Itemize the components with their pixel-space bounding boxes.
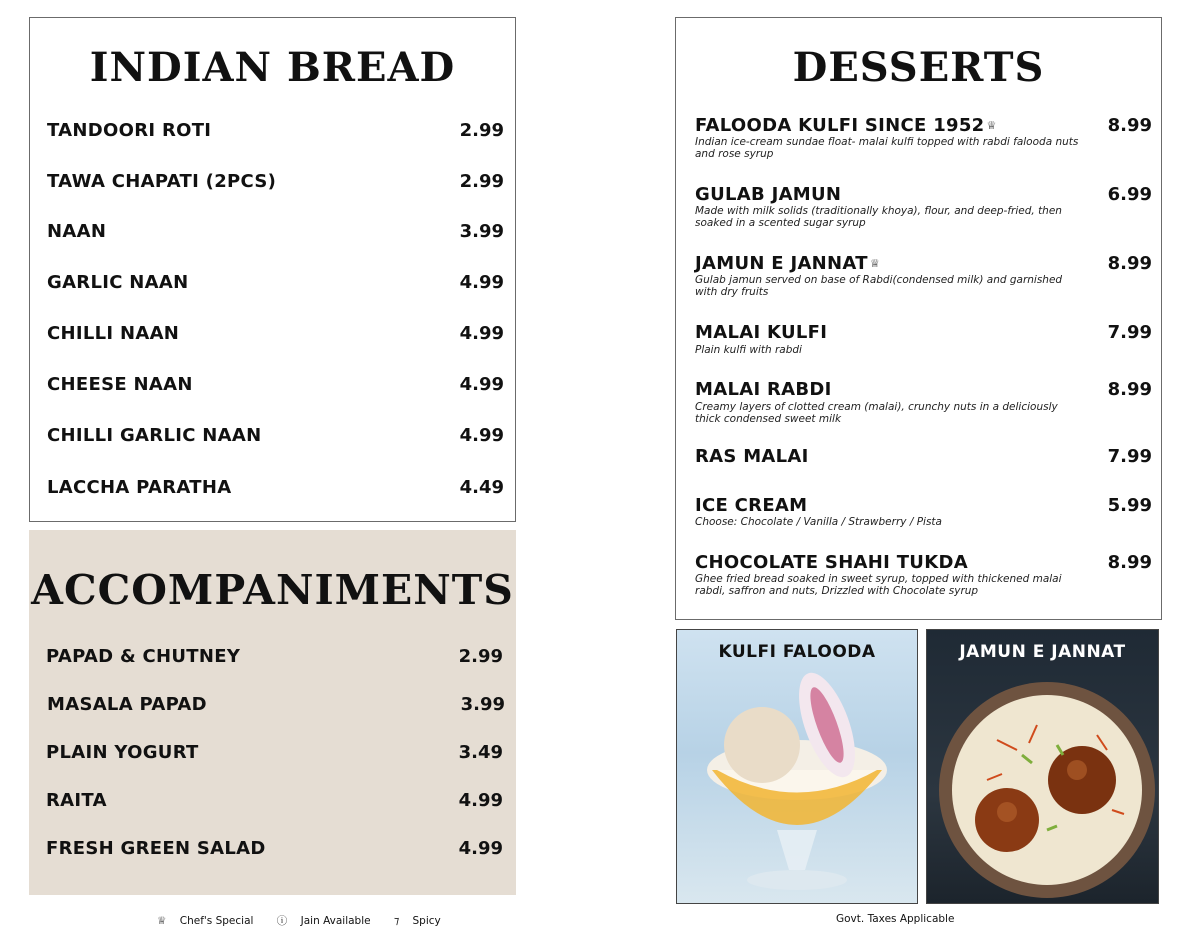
- menu-item-name: ICE CREAM: [695, 495, 808, 516]
- kulfi-falooda-illustration: [677, 630, 918, 904]
- menu-item-price: 4.99: [458, 790, 503, 811]
- menu-item-price: 4.99: [459, 323, 504, 344]
- menu-item-price: 8.99: [1107, 552, 1152, 573]
- menu-item-price: 2.99: [459, 120, 504, 141]
- menu-item-name: NAAN: [47, 221, 107, 242]
- menu-item-price: 4.99: [458, 838, 503, 859]
- menu-item-name: CHILLI GARLIC NAAN: [47, 425, 262, 446]
- menu-item-description: Ghee fried bread soaked in sweet syrup, topped with thickened malai rabdi, saffron and nuts, Drizzled with Chocolate syrup: [695, 573, 1062, 597]
- menu-item-name: GARLIC NAAN: [47, 272, 189, 293]
- chilli-icon: ⁊: [393, 915, 400, 927]
- menu-item-name: MALAI KULFI: [695, 322, 828, 343]
- menu-item-price: 3.99: [459, 221, 504, 242]
- kulfi-falooda-label: KULFI FALOODA: [718, 642, 876, 662]
- accompaniments-panel: [29, 530, 516, 895]
- menu-legend: [157, 913, 461, 928]
- chef-special-icon: ♕: [157, 915, 167, 927]
- menu-item-price: 8.99: [1107, 115, 1152, 136]
- menu-item-price: 3.99: [460, 694, 505, 715]
- menu-item-description: Made with milk solids (traditionally khoya), flour, and deep-fried, then soaked in a scented sugar syrup: [695, 205, 1062, 229]
- menu-item-price: 4.99: [459, 272, 504, 293]
- desserts-title: DESSERTS: [792, 44, 1045, 91]
- menu-item-name: GULAB JAMUN: [695, 184, 842, 205]
- jamun-e-jannat-illustration: [927, 630, 1159, 904]
- menu-item-description: Indian ice-cream sundae float- malai kulfi topped with rabdi falooda nuts and rose syrup: [695, 136, 1079, 160]
- legend-spicy: ⁊ Spicy: [393, 915, 441, 927]
- menu-item-name: FALOODA KULFI SINCE 1952 ♕: [695, 115, 997, 136]
- menu-item-name: CHILLI NAAN: [47, 323, 180, 344]
- menu-item-description: Choose: Chocolate / Vanilla / Strawberry / Pista: [695, 516, 942, 528]
- menu-item-description: Plain kulfi with rabdi: [695, 344, 802, 356]
- chef-special-icon: ♕: [869, 257, 880, 270]
- menu-item-price: 8.99: [1107, 253, 1152, 274]
- menu-item-name: MASALA PAPAD: [47, 694, 207, 715]
- menu-item-price: 4.99: [459, 374, 504, 395]
- jamun-e-jannat-photo: [926, 629, 1159, 904]
- menu-item-name: RAITA: [46, 790, 107, 811]
- indian-bread-title: INDIAN BREAD: [89, 44, 456, 91]
- menu-item-price: 4.49: [459, 477, 504, 498]
- menu-item-price: 2.99: [459, 171, 504, 192]
- menu-item-name: CHOCOLATE SHAHI TUKDA: [695, 552, 968, 573]
- menu-item-price: 3.49: [458, 742, 503, 763]
- menu-item-price: 7.99: [1107, 322, 1152, 343]
- menu-item-name: JAMUN E JANNAT ♕: [695, 253, 880, 274]
- menu-item-price: 2.99: [458, 646, 503, 667]
- menu-item-name: CHEESE NAAN: [47, 374, 193, 395]
- menu-item-name: LACCHA PARATHA: [47, 477, 232, 498]
- menu-item-price: 7.99: [1107, 446, 1152, 467]
- menu-item-price: 4.99: [459, 425, 504, 446]
- legend-chef-special: ♕ Chef's Special: [157, 915, 254, 927]
- menu-item-name: RAS MALAI: [695, 446, 809, 467]
- menu-item-name: PLAIN YOGURT: [46, 742, 199, 763]
- menu-item-name: TAWA CHAPATI (2PCS): [47, 171, 277, 192]
- legend-jain-available: ⓘ Jain Available: [276, 915, 371, 927]
- menu-item-description: Gulab jamun served on base of Rabdi(condensed milk) and garnished with dry fruits: [695, 274, 1063, 298]
- menu-item-price: 8.99: [1107, 379, 1152, 400]
- menu-item-name: PAPAD & CHUTNEY: [46, 646, 241, 667]
- menu-item-name: TANDOORI ROTI: [47, 120, 212, 141]
- kulfi-falooda-photo: [676, 629, 918, 904]
- menu-item-name: MALAI RABDI: [695, 379, 832, 400]
- taxes-note: Govt. Taxes Applicable: [836, 913, 955, 925]
- menu-item-name: FRESH GREEN SALAD: [46, 838, 266, 859]
- menu-item-price: 5.99: [1107, 495, 1152, 516]
- jain-icon: ⓘ: [276, 915, 288, 927]
- desserts-panel: [675, 17, 1162, 620]
- accompaniments-title: ACCOMPANIMENTS: [31, 566, 514, 614]
- menu-item-description: Creamy layers of clotted cream (malai), crunchy nuts in a deliciously thick condensed sweet milk: [695, 401, 1058, 425]
- chef-special-icon: ♕: [986, 119, 997, 132]
- menu-item-price: 6.99: [1107, 184, 1152, 205]
- jamun-e-jannat-label: JAMUN E JANNAT: [959, 642, 1126, 662]
- indian-bread-panel: [29, 17, 516, 522]
